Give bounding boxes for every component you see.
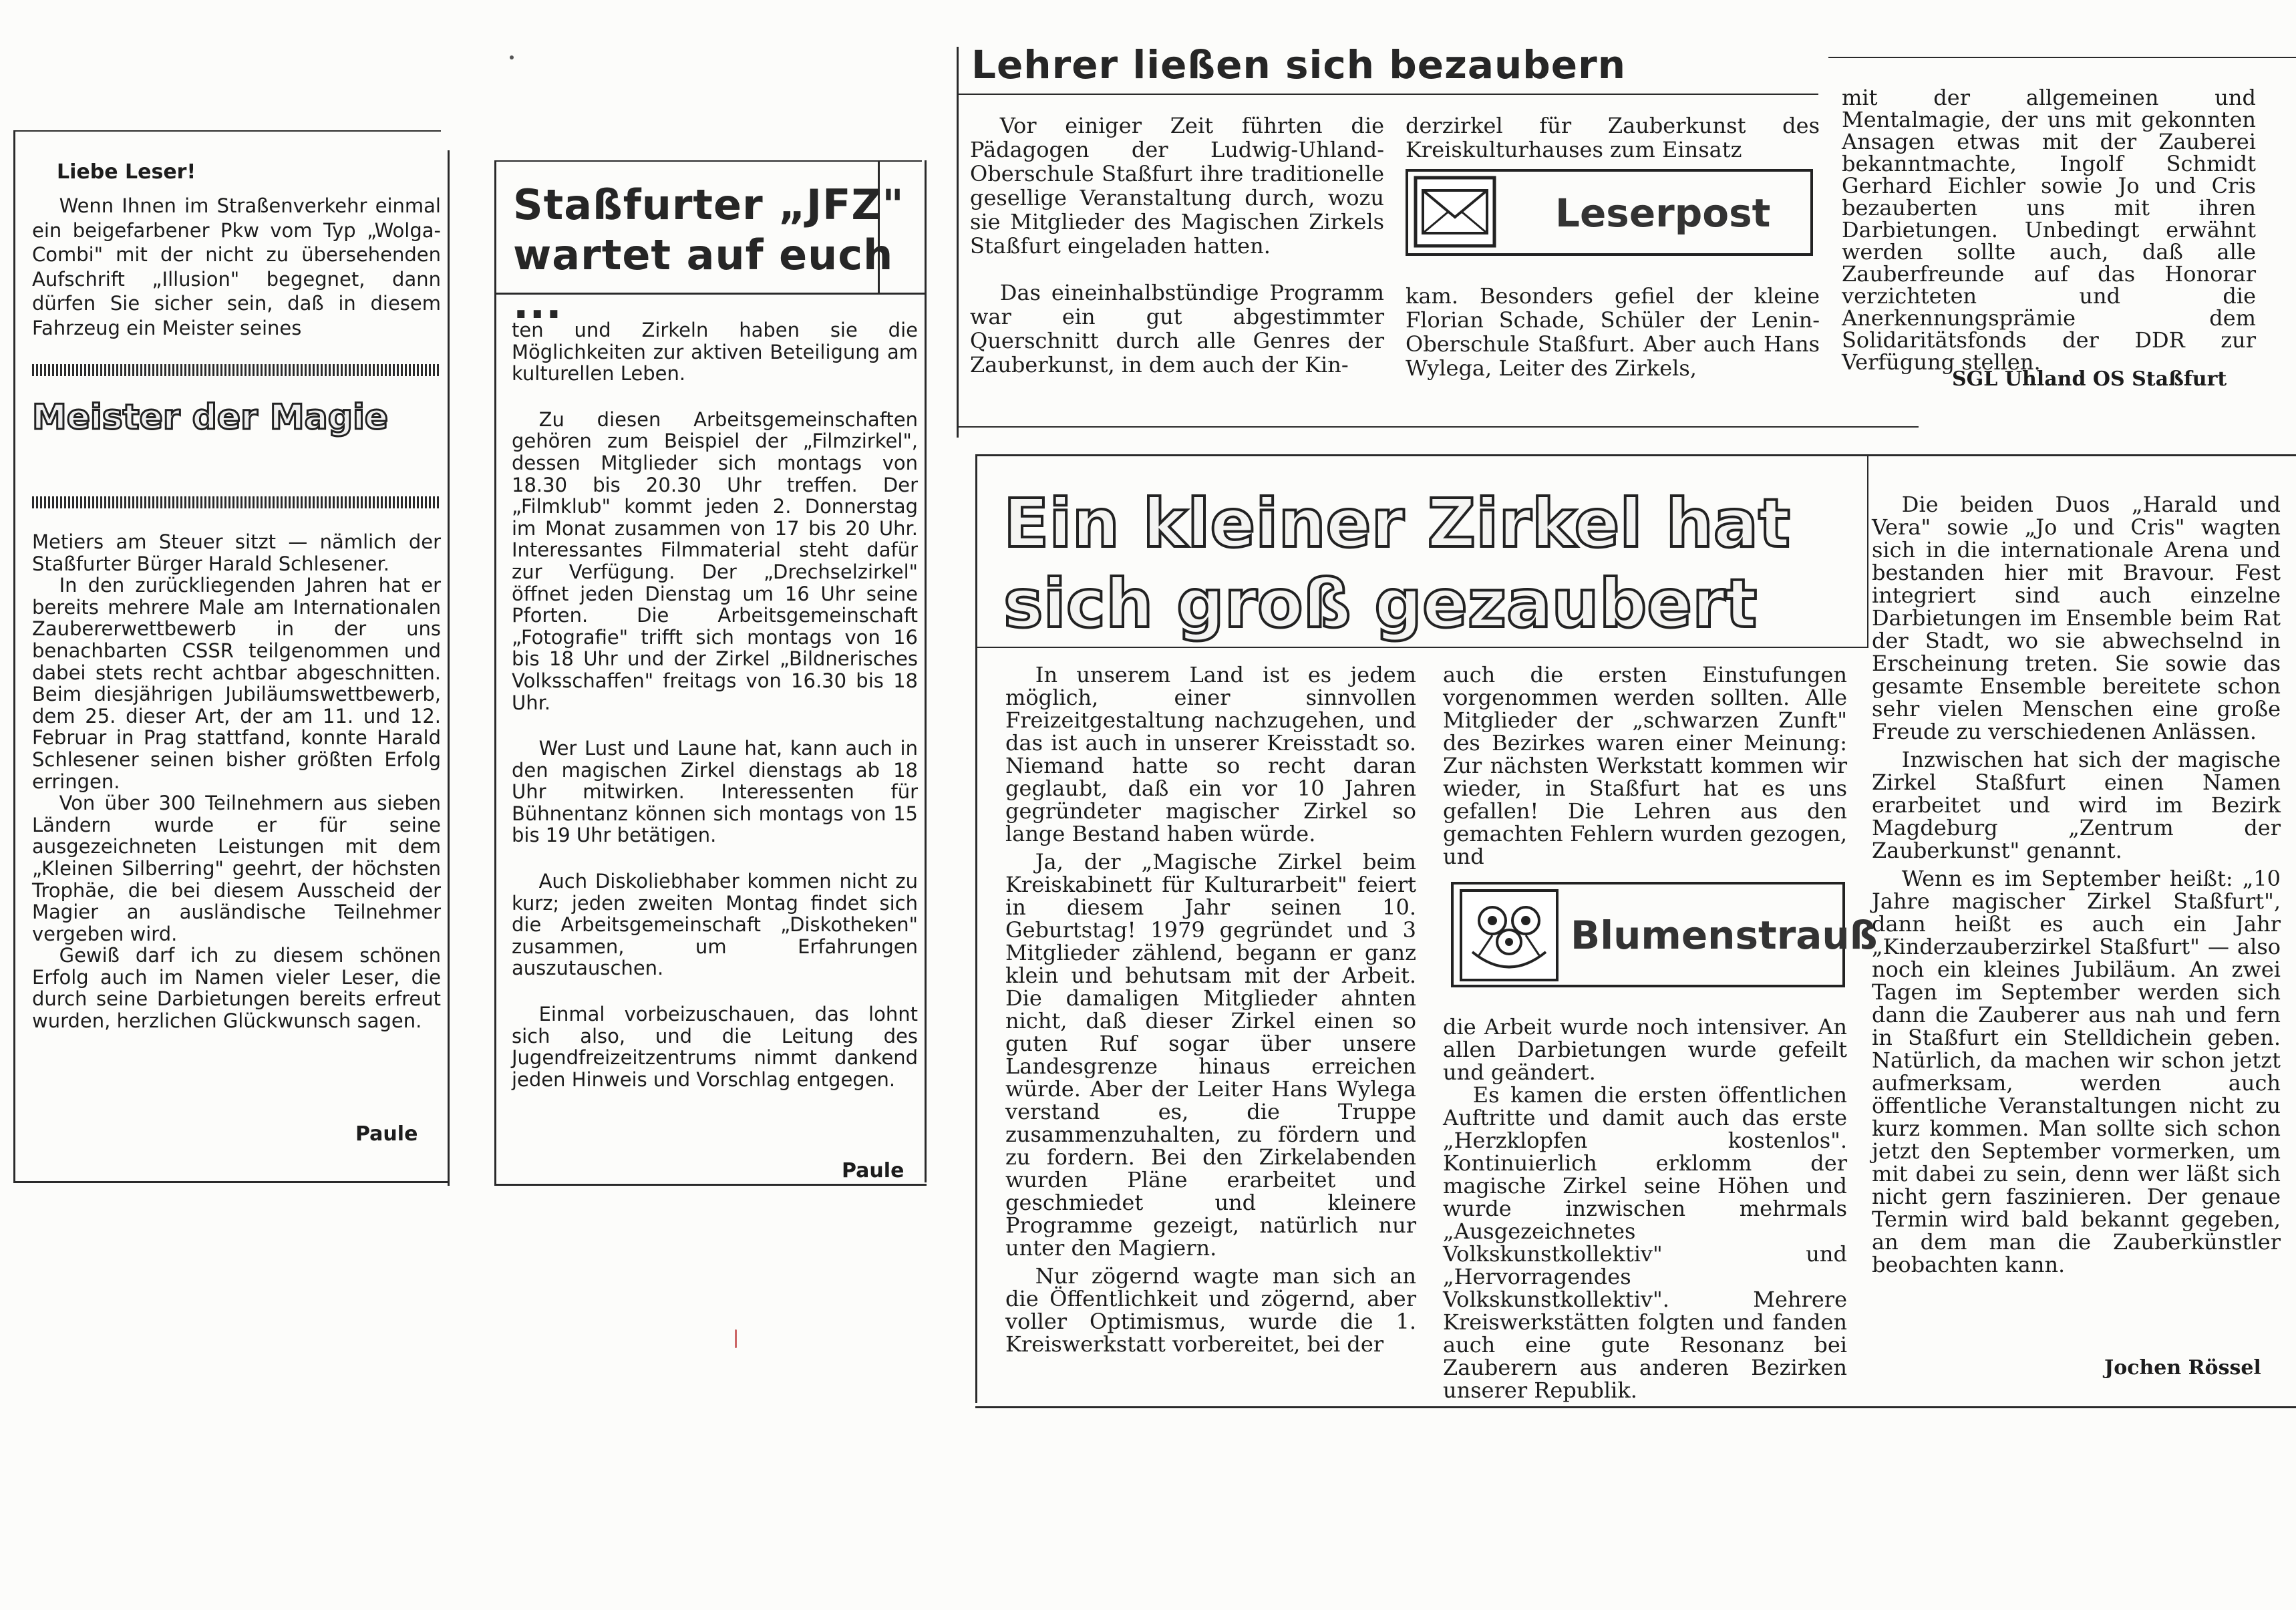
headline-rule-top: [32, 364, 441, 376]
column-3: Die beiden Duos „Harald und Vera" sowie „Jo und Cris" wagten sich in die internationale Arena und bestanden hier mit Bravour. Fest integriert sind auch einzelne Darbietungen im Ensemble beim Rat der Stadt, wo sie abwechselnd in Erscheinung treten. Sie sowie das gesamte Ensemble bereitete schon sehr vielen Menschen eine große Freude zu verschiedenen Anlässen. Inzwischen hat sich der magische Zirkel Staßfurt einen Namen erarbeitet und wird im Bezirk Magdeburg „Zentrum der Zauberkunst" genannt. Wenn es im September heißt: „10 Jahre magischer Zirkel Staßfurt", dann heißt es auch ein Jahr „Kinderzauberzirkel Staßfurt" — also noch ein kleines Jubiläum. An zwei Tagen im September werden sich dann die Zauberer aus nah und fern in Staßfurt ein Stelldichein geben. Natürlich, da machen wir schon jetzt aufmerksam, werden auch öffentliche Veranstaltungen nicht zu kurz kommen. Man sollte sich schon jetzt den September vormerken, um mit dabei zu sein, denn wer läßt sich nicht gern faszinieren. Der genaue Termin wird bald bekannt gegeben, an dem man die Zauberkünstler beobachten kann.: [1872, 492, 2281, 1277]
clip-border-bottom: [957, 426, 1919, 428]
envelope-icon: [1414, 176, 1496, 248]
box-label: Leserpost: [1555, 190, 1771, 236]
signature: Paule: [355, 1122, 418, 1146]
column-1: In unserem Land ist es jedem möglich, einer sinnvollen Freizeitgestaltung nachzugehen, und das ist auch in unserer Kreisstadt so. Niemand hatte so recht daran geglaubt, daß ein vor 10 Jahren gegründeter magischer Zirkel so lange Bestand haben würde. Ja, der „Magische Zirkel beim Kreiskabinett für Kulturarbeit" feiert in diesem Jahr seinen 10. Geburtstag! 1979 gegründet und 3 Mitglieder zählend, begann er ganz klein und behutsam mit der Arbeit. Die damaligen Mitglieder ahnten nicht, daß dieser Zirkel einen so guten Ruf sogar über unsere Landesgrenze hinaus erreichen würde. Aber der Leiter Hans Wylega verstand es, die Truppe zusammenzuhalten, zu fördern und zu fordern. Bei den Zirkelabenden wurden Pläne erarbeitet und geschmiedet und kleinere Programme gezeigt, natürlich nur unter den Magiern. Nur zögernd wagte man sich an die Öffentlichkeit und zögernd, aber voller Optimismus, wurde die 1. Kreiswerkstatt vorbereitet, bei der: [1005, 662, 1416, 1357]
clip-border-bottom: [494, 1184, 927, 1186]
headline: Lehrer ließen sich bezaubern: [971, 42, 1627, 88]
column-3: mit der allgemeinen und Mentalmagie, der uns mit gekonnten Ansagen etwas mit der Zauberei bekanntmachte, Ingolf Schmidt Gerhard Eichler sowie Jo und Cris bezauberten uns mit ihren Darbietungen. Unbedingt erwähnt werden sollte auch, daß alle Zauberfreunde auf das Honorar verzichteten und die Anerkennungsprämie dem Solidaritätsfonds der DDR zur Verfügung stellen.: [1842, 85, 2256, 375]
headline-line-2: wartet auf euch ...: [513, 230, 894, 328]
clip-border-left: [957, 47, 959, 438]
leserpost-box: [1406, 169, 1813, 256]
headline-line-2: sich groß gezaubert: [1003, 565, 1758, 643]
clipping-lehrer: [957, 37, 2296, 438]
signature: SGL Uhland OS Staßfurt: [1952, 367, 2227, 391]
clip-border-left: [494, 160, 496, 1186]
blumenstrauss-box: [1451, 882, 1878, 987]
headline-rule-bottom: [32, 496, 441, 508]
headline-rule: [957, 94, 1818, 95]
scan-speck: [510, 55, 514, 59]
clipping-jfz: [494, 160, 929, 1189]
clip-border-bottom: [975, 1406, 2296, 1408]
headline-line-1: Staßfurter „JFZ": [513, 180, 905, 229]
article-body: Metiers am Steuer sitzt — nämlich der Staßfurter Bürger Harald Schlesener. In den zurückliegenden Jahren hat er bereits mehrere Male am Internationalen Zaubererwettbewerb in der uns benachbarten CSSR teilgenommen und dabei stets recht achtbar abgeschnitten. Beim diesjährigen Jubiläumswettbewerb, dem 25. dieser Art, der am 11. und 12. Februar in Prag stattfand, konnte Harald Schlesener seinen bisher größten Erfolg erringen. Von über 300 Teilnehmern aus sieben Ländern wurde er für seine ausgezeichneten Leistungen mit dem „Kleinen Silberring" geehrt, der höchsten Trophäe, die bei diesem Ausscheid der Magier an ausländische Teilnehmer vergeben wird. Gewiß darf ich zu diesem schönen Erfolg auch im Namen vieler Leser, die durch seine Darbietungen bereits erfreut wurden, herzlichen Glückwunsch sagen.: [32, 530, 441, 1033]
signature: Jochen Rössel: [2104, 1356, 2261, 1380]
clip-border-top-right: [1828, 57, 2296, 58]
column-1: Vor einiger Zeit führten die Pädagogen der Ludwig-Uhland-Oberschule Staßfurt ihre traditionelle gesellige Veranstaltung durch, wozu sie Mitglieder des Magischen Zirkels Staßfurt eingeladen hatten. Das eineinhalbstündige Programm war ein gut abgestimmter Querschnitt durch alle Genres der Zauberkunst, in dem auch der Kin-: [970, 113, 1384, 377]
intro-paragraph: Wenn Ihnen im Straßenverkehr einmal ein beigefarbener Pkw vom Typ „Wolga-Combi" mit der nicht zu übersehenden Aufschrift „Illusion" begegnet, dann dürfen Sie sicher sein, daß in diesem Fahrzeug ein Meister seines: [32, 194, 441, 339]
clip-border-left: [13, 130, 15, 1182]
clip-border-top: [494, 160, 922, 162]
clip-border-bottom: [13, 1181, 450, 1183]
clip-border-top: [975, 454, 2296, 456]
scan-speck: [735, 1329, 737, 1348]
headline-column-rule: [1867, 454, 1868, 648]
clipping-ein-kleiner-zirkel: [975, 454, 2296, 1416]
article-body: ten und Zirkeln haben sie die Möglichkeiten zur aktiven Beteiligung am kulturellen Leben. Zu diesen Arbeitsgemeinschaften gehören zum Beispiel der „Filmzirkel", dessen Mitglieder sich montags von 18.30 bis 20.30 Uhr treffen. Der „Filmklub" kommt jeden 2. Donnerstag im Monat zusammen von 17 bis 20 Uhr. Interessantes Filmmaterial steht dafür zur Verfügung. Der „Drechselzirkel" öffnet jeden Dienstag um 16 Uhr seine Pforten. Die Arbeitsgemeinschaft „Fotografie" trifft sich montags von 16 bis 18 Uhr und der Zirkel „Bildnerisches Volksschaffen" freitags von 16.30 bis 18 Uhr. Wer Lust und Laune hat, kann auch in den magischen Zirkel dienstags ab 18 Uhr mitwirken. Interessenten für Bühnentanz können sich montags von 15 bis 19 Uhr betätigen. Auch Diskoliebhaber kommen nicht zu kurz; jeden zweiten Montag findet sich die Arbeitsgemeinschaft „Diskotheken" zusammen, um Erfahrungen auszutauschen. Einmal vorbeizuschauen, das lohnt sich also, und die Leitung des Jugendfreizeitzentrums nimmt dankend jeden Hinweis und Vorschlag entgegen.: [512, 319, 918, 1091]
clip-border-left: [975, 454, 977, 1403]
headline-line-1: Ein kleiner Zirkel hat: [1003, 484, 1790, 562]
headline-rule: [975, 647, 1868, 648]
headline: Meister der Magie: [32, 397, 389, 438]
clipping-meister-der-magie: [13, 130, 451, 1186]
column-2-top: auch die ersten Einstufungen vorgenommen werden sollten. Alle Mitglieder der „schwarzen Zunft" des Bezirkes waren einer Meinung: Zur nächsten Werkstatt kommen wir wieder, in Staßfurt hat es uns gefallen! Die Lehren aus den gemachten Fehlern wurden gezogen, und: [1443, 662, 1847, 869]
clip-border-right: [448, 150, 450, 1186]
signature: Paule: [842, 1159, 905, 1182]
column-2-bottom: die Arbeit wurde noch intensiver. An allen Darbietungen wurde gefeilt und geändert. Es kamen die ersten öffentlichen Auftritte und damit auch das erste „Herzklopfen kostenlos". Kontinuierlich erklomm der magische Zirkel seine Höhen und wurde inzwischen mehrmals „Ausgezeichnetes Volkskunstkollektiv" und „Hervorragendes Volkskunstkollektiv". Mehrere Kreiswerkstätten folgten und fanden auch eine gute Resonanz bei Zauberern aus anderen Bezirken unserer Republik.: [1443, 1014, 1847, 1403]
greeting: Liebe Leser!: [57, 160, 196, 184]
clip-border-top: [13, 130, 441, 132]
flower-bouquet-icon: [1459, 889, 1559, 982]
column-2-top: derzirkel für Zauberkunst des Kreiskulturhauses zum Einsatz: [1406, 113, 1820, 162]
column-2-bottom: kam. Besonders gefiel der kleine Florian Schade, Schüler der Lenin-Oberschule Staßfurt. Aber auch Hans Wylega, Leiter des Zirkels,: [1406, 283, 1820, 381]
box-label: Blumenstrauß: [1571, 913, 1878, 958]
